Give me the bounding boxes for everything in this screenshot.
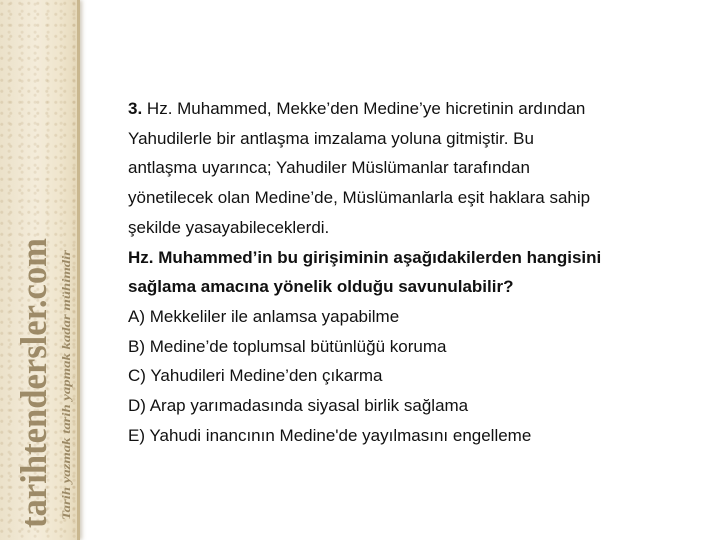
question-stem-line-3: antlaşma uyarınca; Yahudiler Müslümanlar tarafından (128, 158, 530, 178)
question-prompt-line-2: sağlama amacına yönelik olduğu savunulabilir? (128, 277, 514, 297)
question-stem-line-2: Yahudilerle bir antlaşma imzalama yoluna gitmiştir. Bu (128, 128, 534, 148)
site-logo (0, 0, 80, 540)
side-strip (0, 0, 80, 540)
question-number: 3. (128, 99, 143, 118)
option-b: B) Medine’de toplumsal bütünlüğü koruma (128, 336, 447, 356)
question-prompt-line-1: Hz. Muhammed’in bu girişiminin aşağıdakilerden hangisini (128, 247, 602, 267)
logo-site-text: tarihtendersler.com (14, 218, 55, 528)
option-a: A) Mekkeliler ile anlamsa yapabilme (128, 306, 400, 326)
option-e: E) Yahudi inancının Medine'de yayılmasını engelleme (128, 425, 532, 445)
option-d: D) Arap yarımadasında siyasal birlik sağlama (128, 396, 469, 416)
option-c: C) Yahudileri Medine’den çıkarma (128, 366, 383, 386)
logo-motto-text: Tarih yazmak tarih yapmak kadar mühimdir (59, 300, 73, 520)
stem-line-1-text: Hz. Muhammed, Mekke’den Medine’ye hicretinin ardından (146, 99, 586, 118)
question-stem-line-5: şekilde yasayabileceklerdi. (128, 217, 330, 237)
question-stem-line-1 (128, 94, 698, 124)
question-block (128, 94, 698, 450)
question-stem-line-4: yönetilecek olan Medine’de, Müslümanlarla eşit haklara sahip (128, 188, 591, 208)
